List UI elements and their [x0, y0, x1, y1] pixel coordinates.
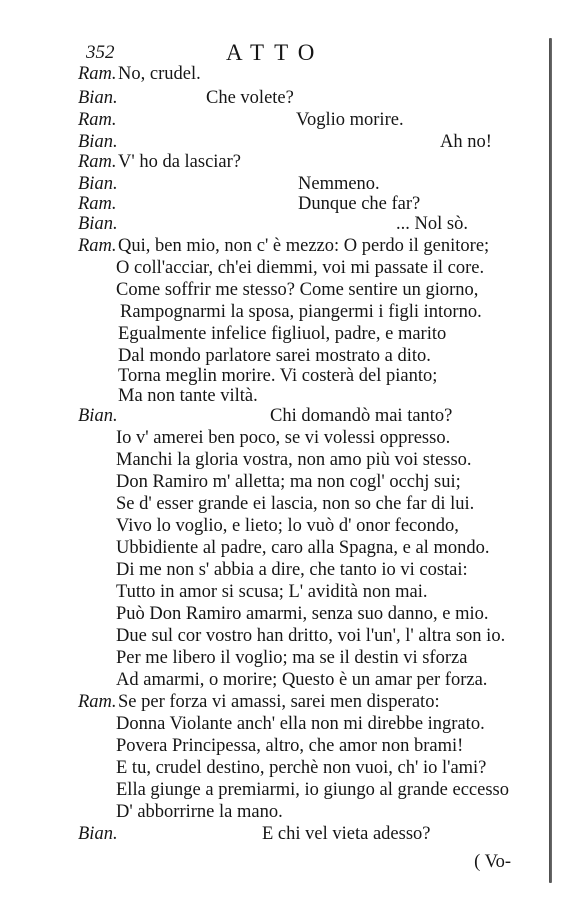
line-text: Chi domandò mai tanto?	[270, 406, 453, 426]
line-text: No, crudel.	[118, 64, 201, 84]
dialogue-line	[0, 648, 548, 670]
running-head: ATTO	[226, 40, 325, 65]
dialogue-line	[0, 386, 548, 408]
line-text: Dunque che far?	[298, 194, 421, 214]
line-text: Tutto in amor si scusa; L' avidità non mai.	[116, 582, 428, 602]
line-text: V' ho da lasciar?	[118, 152, 242, 172]
dialogue-line	[0, 450, 548, 472]
dialogue-line	[0, 132, 548, 154]
line-text: Ubbidiente al padre, caro alla Spagna, e al mondo.	[116, 538, 490, 558]
line-text: E chi vel vieta adesso?	[262, 824, 431, 844]
dialogue-line	[0, 582, 548, 604]
speaker-label: Bian.	[78, 214, 118, 234]
dialogue-line	[0, 214, 548, 236]
dialogue-line	[0, 346, 548, 368]
dialogue-line	[0, 64, 548, 86]
line-text: Due sul cor vostro han dritto, voi l'un', l' altra son io.	[116, 626, 506, 646]
line-text: Egualmente infelice figliuol, padre, e marito	[118, 324, 447, 344]
dialogue-line	[0, 494, 548, 516]
line-text: O coll'acciar, ch'ei diemmi, voi mi passate il core.	[116, 258, 485, 278]
dialogue-line	[0, 714, 548, 736]
line-text: Donna Violante anch' ella non mi direbbe ingrato.	[116, 714, 485, 734]
dialogue-line	[0, 472, 548, 494]
speaker-label: Bian.	[78, 174, 118, 194]
line-text: D' abborrirne la mano.	[116, 802, 283, 822]
page-edge-shadow	[549, 38, 552, 883]
dialogue-line	[0, 258, 548, 280]
dialogue-line	[0, 110, 548, 132]
dialogue-line	[0, 88, 548, 110]
dialogue-line	[0, 736, 548, 758]
line-text: Ella giunge a premiarmi, io giungo al grande eccesso	[116, 780, 509, 800]
dialogue-line	[0, 516, 548, 538]
line-text: Ah no!	[440, 132, 492, 152]
dialogue-line	[0, 324, 548, 346]
page-number: 352	[86, 42, 115, 63]
speaker-label: Ram.	[78, 64, 117, 84]
dialogue-line	[0, 758, 548, 780]
line-text: Di me non s' abbia a dire, che tanto io vi costai:	[116, 560, 468, 580]
line-text: Vivo lo voglio, e lieto; lo vuò d' onor fecondo,	[116, 516, 459, 536]
speaker-label: Ram.	[78, 152, 117, 172]
line-text: Rampognarmi la sposa, piangermi i figli intorno.	[120, 302, 482, 322]
line-text: Se d' esser grande ei lascia, non so che far di lui.	[116, 494, 475, 514]
line-text: Voglio morire.	[296, 110, 404, 130]
speaker-label: Bian.	[78, 406, 118, 426]
dialogue-line	[0, 604, 548, 626]
line-text: Nemmeno.	[298, 174, 380, 194]
line-text: Qui, ben mio, non c' è mezzo: O perdo il genitore;	[118, 236, 490, 256]
dialogue-line	[0, 560, 548, 582]
dialogue-line	[0, 428, 548, 450]
speaker-label: Bian.	[78, 132, 118, 152]
line-text: Dal mondo parlatore sarei mostrato a dito.	[118, 346, 431, 366]
line-text: Io v' amerei ben poco, se vi volessi oppresso.	[116, 428, 451, 448]
speaker-label: Bian.	[78, 88, 118, 108]
dialogue-line	[0, 626, 548, 648]
speaker-label: Ram.	[78, 194, 117, 214]
dialogue-line	[0, 194, 548, 216]
dialogue-line	[0, 174, 548, 196]
line-text: Torna meglin morire. Vi costerà del pianto;	[118, 366, 438, 386]
line-text: Se per forza vi amassi, sarei men disperato:	[118, 692, 440, 712]
line-text: E tu, crudel destino, perchè non vuoi, ch' io l'ami?	[116, 758, 487, 778]
dialogue-line	[0, 780, 548, 802]
catchword: ( Vo-	[474, 852, 511, 872]
speaker-label: Ram.	[78, 110, 117, 130]
speaker-label: Ram.	[78, 692, 117, 712]
speaker-label: Bian.	[78, 824, 118, 844]
line-text: ... Nol sò.	[396, 214, 468, 234]
line-text: Che volete?	[206, 88, 294, 108]
catchword-line	[0, 852, 548, 874]
dialogue-line	[0, 280, 548, 302]
line-text: Don Ramiro m' alletta; ma non cogl' occhj sui;	[116, 472, 461, 492]
line-text: Per me libero il voglio; ma se il destin vi sforza	[116, 648, 468, 668]
line-text: Può Don Ramiro amarmi, senza suo danno, e mio.	[116, 604, 489, 624]
dialogue-line	[0, 538, 548, 560]
dialogue-line	[0, 692, 548, 714]
line-text: Ma non tante viltà.	[118, 386, 258, 406]
dialogue-line	[0, 366, 548, 388]
line-text: Come soffrir me stesso? Come sentire un giorno,	[116, 280, 479, 300]
dialogue-line	[0, 802, 548, 824]
dialogue-line	[0, 302, 548, 324]
dialogue-line	[0, 406, 548, 428]
dialogue-line	[0, 824, 548, 846]
dialogue-line	[0, 236, 548, 258]
dialogue-line	[0, 152, 548, 174]
dialogue-line	[0, 670, 548, 692]
speaker-label: Ram.	[78, 236, 117, 256]
line-text: Povera Principessa, altro, che amor non brami!	[116, 736, 464, 756]
line-text: Ad amarmi, o morire; Questo è un amar per forza.	[116, 670, 488, 690]
line-text: Manchi la gloria vostra, non amo più voi stesso.	[116, 450, 472, 470]
